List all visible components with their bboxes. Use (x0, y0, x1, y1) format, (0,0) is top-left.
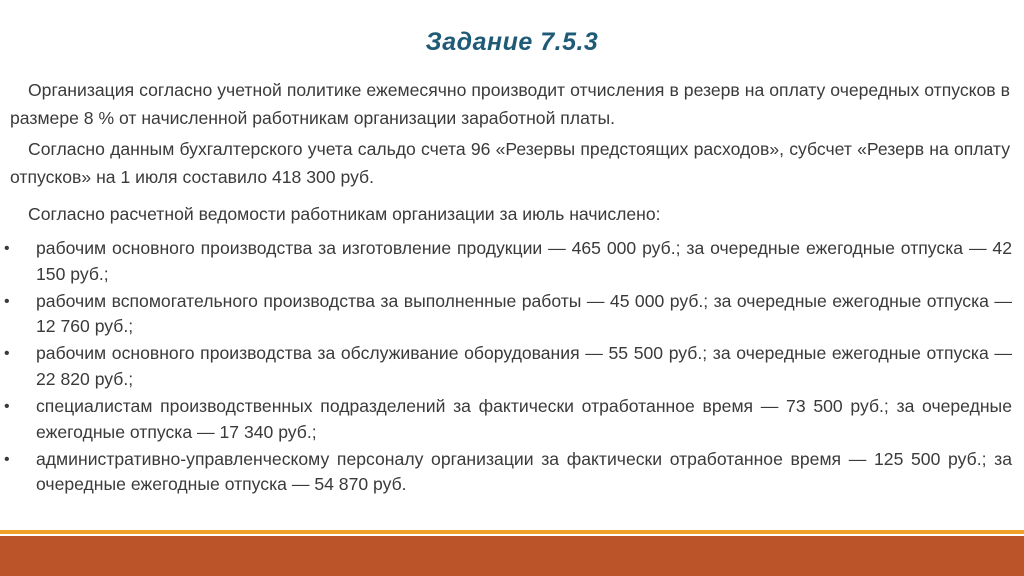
bullet-icon: • (4, 345, 10, 363)
list-item-text: административно-управленческому персоналу организации за фактически отработанное время — 125 500 руб.; за очередные ежегодные отпуска — 54 870 руб. (36, 448, 1012, 495)
list-item-text: рабочим основного производства за изготовление продукции — 465 000 руб.; за очередные ежегодные отпуска — 42 150 руб.; (36, 238, 1012, 284)
paragraph-payroll-intro: Согласно расчетной ведомости работникам организации за июль начислено: (28, 204, 661, 224)
list-item-text: рабочим основного производства за обслуживание оборудования — 55 500 руб.; за очередные ежегодные отпуска — 22 820 руб.; (36, 343, 1012, 389)
bullet-icon: • (4, 240, 10, 257)
list-item (0, 236, 1012, 287)
list-item (0, 289, 1012, 340)
list-item-text: специалистам производственных подразделений за фактически отработанное время — 73 500 руб.; за очередные ежегодные отпуска — 17 340 руб.; (36, 396, 1012, 442)
paragraph-accounting-policy: Организация согласно учетной политике ежемесячно производит отчисления в резерв на оплату очередных отпусков в размере 8 % от начисленной работникам организации заработной платы. (10, 80, 1010, 128)
footer-accent-line (0, 530, 1024, 534)
bullet-icon: • (4, 398, 10, 416)
payroll-bullet-list (0, 236, 1012, 499)
bullet-icon: • (4, 292, 10, 310)
bullet-icon: • (4, 450, 10, 468)
list-item-text: рабочим вспомогательного производства за выполненные работы — 45 000 руб.; за очередные ежегодные отпуска — 12 760 руб.; (36, 290, 1012, 337)
list-item (0, 394, 1012, 445)
paragraph-account-balance: Согласно данным бухгалтерского учета сальдо счета 96 «Резервы предстоящих расходов», субсчет «Резерв на оплату отпусков» на 1 июля составило 418 300 руб. (10, 139, 1010, 187)
list-item (0, 447, 1012, 498)
list-item (0, 341, 1012, 392)
slide-title: Задание 7.5.3 (425, 28, 599, 56)
footer-bar (0, 536, 1024, 576)
